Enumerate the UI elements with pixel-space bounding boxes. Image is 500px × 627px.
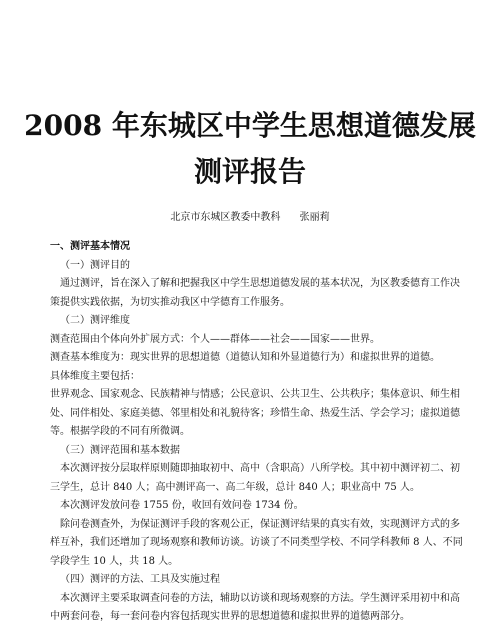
paragraph: 具体维度主要包括：: [50, 370, 140, 382]
paragraph: 本次测评主要采取调查问卷的方法，辅助以访谈和现场观察的方法。学生测评采用初中和高中两套问卷，每一套问卷内容包括现实世界的思想道德和虚拟世界的道德两部分。: [50, 592, 460, 622]
author-line: [0, 208, 500, 223]
paragraph: 本次测评按分层取样原则随即抽取初中、高中（含职高）八所学校。其中初中测评初二、初三学生，总计 840 人；高中测评高一、高二年级，总计 840 人；职业高中 75 人。: [50, 463, 460, 493]
subsection-heading: （三）测评范围和基本数据: [60, 444, 180, 456]
document-body: [50, 238, 465, 627]
paragraph: 本次测评发放问卷 1755 份，收回有效问卷 1734 份。: [60, 500, 304, 511]
section-heading: 一、测评基本情况: [50, 241, 130, 252]
paragraph: 测查基本维度为：现实世界的思想道德（道德认知和外显道德行为）和虚拟世界的道德。: [50, 352, 440, 363]
author-name: 张丽莉: [299, 212, 330, 223]
subsection-heading: （一）测评目的: [60, 259, 130, 271]
subsection-heading: （二）测评维度: [60, 315, 130, 326]
paragraph: 通过测评，旨在深入了解和把握我区中学生思想道德发展的基本状况，为区教委德育工作决策提供实践依据，为切实推动我区中学德育工作服务。: [50, 278, 460, 308]
document-subtitle: 测评报告: [193, 155, 306, 188]
subsection-heading: （四）测评的方法、工具及实施过程: [60, 574, 220, 585]
paragraph: 世界观念、国家观念、民族精神与情感；公民意识、公共卫生、公共秩序；集体意识、师生相处、同伴相处、家庭美德、邻里相处和礼貌待客；珍惜生命、热爱生活、学会学习；虚拟道德等。根据学段的不同有所微调。: [50, 389, 460, 437]
paragraph: 除问卷测查外，为保证测评手段的客观公正，保证测评结果的真实有效，实现测评方式的多样互补，我们还增加了现场观察和教师访谈。访谈了不同类型学校、不同学科教师 8 人、不同学段学生 10 人，共 18 人。: [50, 518, 463, 567]
paragraph: 测查范围由个体向外扩展方式：个人——群体——社会——国家——世界。: [50, 333, 380, 345]
author-organization: 北京市东城区教委中教科: [170, 212, 281, 223]
document-title: 2008 年东城区中学生思想道德发展: [24, 109, 476, 142]
